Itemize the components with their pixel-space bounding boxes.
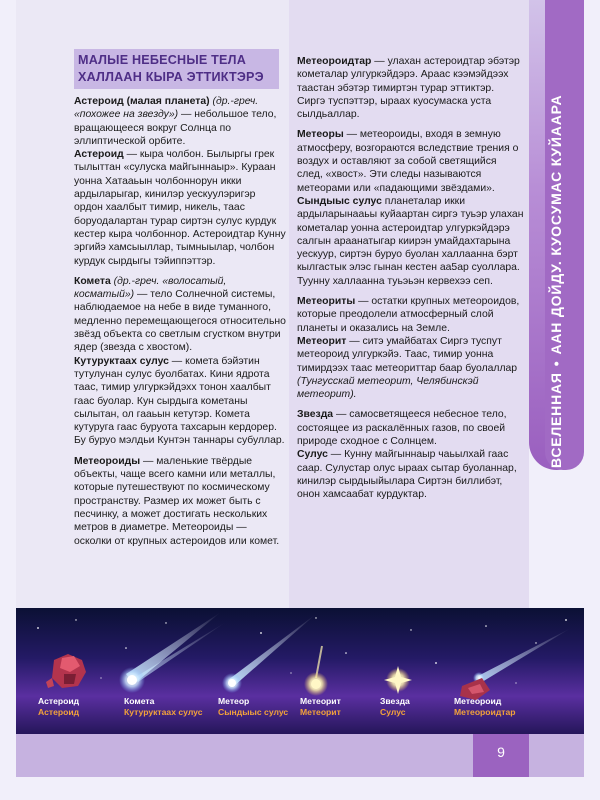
caption-asteroid	[38, 696, 79, 718]
definition: — небольшое тело, вращающееся вокруг Солнца по эллиптической орбите.	[74, 109, 277, 147]
caption-comet	[124, 696, 203, 718]
term: Метеороидтар	[297, 56, 372, 67]
asteroid-ya-paragraph	[74, 148, 286, 268]
heading-line-ru: МАЛЫЕ НЕБЕСНЫЕ ТЕЛА	[78, 53, 246, 67]
footer-band-right	[529, 734, 584, 777]
meteor-icon	[222, 614, 316, 693]
caption-ya: Метеороидтар	[454, 707, 516, 717]
term: Астероид (малая планета)	[74, 96, 210, 107]
section-title-part2: ААН ДОЙДУ. КУОСУМАС КУЙААРА	[548, 94, 564, 355]
star-icon	[384, 666, 412, 694]
term: Астероид	[74, 149, 124, 161]
caption-ru: Метеороид	[454, 696, 502, 706]
etymology: (др.-греч. «волосатый, косматый»)	[74, 275, 227, 301]
meteoroid-icon	[460, 628, 571, 700]
caption-meteoroid	[454, 696, 516, 718]
caption-meteorite	[300, 696, 341, 718]
comet-ru-paragraph	[74, 275, 286, 355]
definition: планеталар икки ардыларынааьы куйаартан сиргэ туьэр улахан кометалар уонна астероидтар улгуркэйдэрэ салгын араанатыгар киирэн умайдахтарына уескуур, сиртэн буруо буолан халлаанна бэрт кылгастык элэс гынан кестен аа5ар суоллара. Туунну халлаанна туьэьэн кервехээ сеп.	[297, 195, 524, 287]
meteoroid-ru-paragraph	[74, 455, 286, 548]
term: Комета	[74, 275, 111, 287]
etymology: (др.-греч. «похожее на звезду»)	[74, 96, 259, 121]
meteorite-ya-paragraph	[297, 335, 525, 401]
left-text-column	[74, 95, 286, 548]
caption-ru: Комета	[124, 696, 155, 706]
asteroid-icon	[46, 654, 86, 688]
section-title-part1: ВСЕЛЕННАЯ	[548, 372, 564, 468]
definition: — метеороиды, входя в земную атмосферу, возгораются вследствие трения о воздух и оставляют за собой светящийся след, «хвост». Эти следы называются метеорами или «падающими звёздами».	[297, 129, 519, 194]
term: Метеоры	[297, 129, 344, 141]
meteor-ru-paragraph	[297, 128, 525, 194]
caption-star	[380, 696, 410, 718]
asteroid-ru-paragraph	[74, 95, 286, 148]
caption-ya: Кутуруктаах сулус	[124, 707, 203, 717]
term: Сулус	[297, 449, 328, 461]
meteorite-ru-paragraph	[297, 295, 525, 335]
definition: — комета бэйэтин тутулунан сулус буолбатах. Кини ядрота таас, тимир улгуркэйдэхх тонон хаалбыт гаас буолар. Кун сырдыга кометаны сылытан, ол гааьын кетутэр. Комета кутуруга гаас буруота тахсарын кердорер. Бу буруо мэлдьи Кунтэн таннары субуллар.	[74, 355, 285, 447]
term: Метеорит	[297, 335, 347, 347]
heading-line-ya: ХАЛЛААН КЫРА ЭТТИКТЭРЭ	[78, 70, 264, 84]
caption-ru: Метеор	[218, 696, 250, 706]
definition: — улахан астероидтар эбэтэр кометалар улгуркэйдэрэ. Араас кээмэйдээх таастан эбэтэр тимиртэн турар эттиктэр. Сиргэ туспэттэр, ыраах куосумаска уста сылдьаллар.	[297, 56, 520, 121]
term: Метеориты	[297, 296, 356, 308]
meteoroid-ya-paragraph	[297, 55, 525, 121]
term: Метеороиды	[74, 455, 141, 467]
definition: — ситэ умайбатах Сиргэ туспут метеороид улгуркэйэ. Таас, тимир уонна тимирдээх таас метеориттар баар буолаллар	[297, 335, 518, 374]
page-heading	[78, 52, 283, 86]
term: Кутуруктаах сулус	[74, 355, 169, 367]
caption-meteor	[218, 696, 288, 718]
caption-ya: Метеорит	[300, 707, 341, 717]
caption-ya: Астероид	[38, 707, 80, 717]
caption-ya: Сулус	[380, 707, 406, 717]
star-ru-paragraph	[297, 408, 525, 448]
definition: — кыра чолбон. Былыргы грек тылыттан «сулуска майгыннаыр». Кураан уонна Хатааьын чолбоннорун икки ардыларыгар, кинилэр уескуулэригэр ордон хаалбыт тимир, никель, таас боруодалартан турар сиртэн сулус курдук кестер кыра чолбоннор. Астероидтар Кунну эргийэ хамсыыллар, тымныылар, чолбон курдук сырдыгы тэйиппэттэр.	[74, 149, 286, 267]
definition: — маленькие твёрдые объекты, чаще всего камни или металлы, которые путешествуют по космическому пространству. Размер их может быть с песчинку, а может достигать нескольких метров в диаметре. Метеороиды — осколки от крупных астероидов или комет.	[74, 455, 280, 547]
definition: — самосветящееся небесное тело, состоящее из раскалённых газов, по своей природе сходное с Солнцем.	[297, 409, 507, 448]
term: Сындыыс сулус	[297, 195, 382, 207]
section-vertical-title	[548, 38, 564, 468]
term: Звезда	[297, 409, 334, 421]
comet-ya-paragraph	[74, 355, 286, 448]
section-title-separator: •	[548, 360, 564, 367]
comet-icon	[119, 612, 226, 693]
caption-ru: Метеорит	[300, 696, 341, 706]
caption-ru: Астероид	[38, 696, 80, 706]
footer-band	[16, 734, 473, 777]
meteor-ya-paragraph	[297, 195, 525, 288]
definition: — тело Солнечной системы, наблюдаемое на небе в виде туманного, медленно перемещающегося относительно звёзд объекта со светлым сгустком внутри ядер (звезда с хвостом).	[74, 289, 286, 354]
definition: — Кунну майгыннаыр чаьылхай гаас саар. Сулустар олус ыраах сытар буоланнар, кинилэр сырдыыйылара Сиртэн биллибэт, онон хамсаабат курдуктар.	[297, 449, 517, 501]
right-text-column	[297, 55, 525, 502]
caption-ya: Сындыыс сулус	[218, 707, 289, 717]
star-ya-paragraph	[297, 448, 525, 501]
definition: — остатки крупных метеороидов, которые преодолели атмосферный слой планеты и оказались на Земле.	[297, 296, 520, 334]
page-number: 9	[497, 744, 505, 760]
meteorite-icon	[304, 646, 328, 696]
examples: (Тунгусскай метеорит, Челябинскэй метеорит).	[297, 375, 479, 401]
caption-ru: Звезда	[380, 696, 410, 706]
